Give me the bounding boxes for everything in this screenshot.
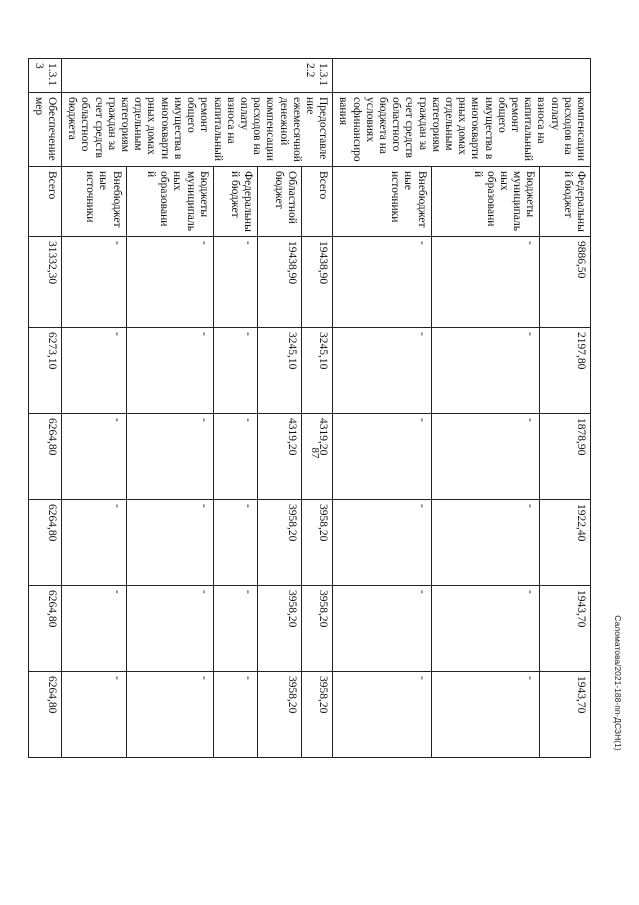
year1-cell: 3245,10 xyxy=(302,328,333,414)
year5-cell: - xyxy=(62,672,127,758)
year1-cell: - xyxy=(126,328,213,414)
rotated-table-frame xyxy=(32,58,591,843)
year3-cell: - xyxy=(62,500,127,586)
year3-cell: 1922,40 xyxy=(540,500,591,586)
budget-table-container xyxy=(32,58,591,843)
total-cell: 9886,50 xyxy=(540,237,591,328)
table-row xyxy=(540,59,591,844)
measure-name-cell: Предоставление ежемесячной денежной компенсации расходов на оплату взноса на капитальный ремонт общего имущества в многоквартирных домах отдельным категориям граждан за счет средств областного бюджета xyxy=(62,93,333,167)
year5-cell: 3958,20 xyxy=(257,672,301,758)
funding-source-cell: Внебюджетные источники xyxy=(62,167,127,237)
year3-cell: - xyxy=(333,500,431,586)
table-row xyxy=(126,59,213,844)
total-cell: - xyxy=(213,237,257,328)
year2-cell: 4319,20 xyxy=(302,414,333,500)
measure-name-cell: компенсации расходов на оплату взноса на капитальный ремонт общего имущества в многоквартирных домах отдельным категориям граждан за счет средств областного бюджета на условиях софинансирования xyxy=(333,93,591,167)
total-cell: - xyxy=(126,237,213,328)
year1-cell: 3245,10 xyxy=(257,328,301,414)
year4-cell: 6264,80 xyxy=(28,586,61,672)
budget-table xyxy=(28,58,591,844)
funding-source-cell: Федеральный бюджет xyxy=(540,167,591,237)
year2-cell: 6264,80 xyxy=(28,414,61,500)
year3-cell: - xyxy=(126,500,213,586)
year1-cell: 2197,80 xyxy=(540,328,591,414)
funding-source-cell: Федеральный бюджет xyxy=(213,167,257,237)
document-code: Саломатова/2021-188-пп-ДСЗН(1) xyxy=(613,615,623,751)
funding-source-cell: Внебюджетные источники xyxy=(333,167,431,237)
year5-cell: - xyxy=(126,672,213,758)
table-row xyxy=(213,59,257,844)
year5-cell: 1943,70 xyxy=(540,672,591,758)
year4-cell: 3958,20 xyxy=(302,586,333,672)
year5-cell: 3958,20 xyxy=(302,672,333,758)
total-cell: 19438,90 xyxy=(302,237,333,328)
year4-cell: - xyxy=(126,586,213,672)
year2-cell: - xyxy=(431,414,540,500)
funding-source-cell: Всего xyxy=(302,167,333,237)
year3-cell: 3958,20 xyxy=(257,500,301,586)
year4-cell: - xyxy=(213,586,257,672)
funding-source-cell: Областной бюджет xyxy=(257,167,301,237)
year4-cell: 1943,70 xyxy=(540,586,591,672)
table-row xyxy=(431,59,540,844)
funding-source-cell: Бюджеты муниципальных образований xyxy=(431,167,540,237)
year4-cell: - xyxy=(431,586,540,672)
year5-cell: - xyxy=(431,672,540,758)
year3-cell: 3958,20 xyxy=(302,500,333,586)
year1-cell: 6273,10 xyxy=(28,328,61,414)
total-cell: - xyxy=(62,237,127,328)
year1-cell: - xyxy=(431,328,540,414)
funding-source-cell: Всего xyxy=(28,167,61,237)
year3-cell: - xyxy=(213,500,257,586)
funding-source-cell: Бюджеты муниципальных образований xyxy=(126,167,213,237)
table-row xyxy=(302,59,333,844)
year4-cell: - xyxy=(333,586,431,672)
total-cell: 19438,90 xyxy=(257,237,301,328)
year5-cell: 6264,80 xyxy=(28,672,61,758)
year2-cell: - xyxy=(213,414,257,500)
year5-cell: - xyxy=(333,672,431,758)
table-row xyxy=(62,59,127,844)
page-number: 87 xyxy=(309,447,321,459)
table-row xyxy=(333,59,431,844)
row-code-cell xyxy=(333,59,591,93)
year1-cell: - xyxy=(213,328,257,414)
total-cell: - xyxy=(333,237,431,328)
table-row xyxy=(28,59,61,844)
table-body xyxy=(28,59,590,844)
year3-cell: - xyxy=(431,500,540,586)
year2-cell: - xyxy=(62,414,127,500)
year4-cell: 3958,20 xyxy=(257,586,301,672)
year2-cell: - xyxy=(333,414,431,500)
year5-cell: - xyxy=(213,672,257,758)
total-cell: - xyxy=(431,237,540,328)
year2-cell: - xyxy=(126,414,213,500)
year4-cell: - xyxy=(62,586,127,672)
measure-name-cell: Обеспечение мер xyxy=(28,93,61,167)
year3-cell: 6264,80 xyxy=(28,500,61,586)
total-cell: 31332,30 xyxy=(28,237,61,328)
year1-cell: - xyxy=(333,328,431,414)
year2-cell: 1878,90 xyxy=(540,414,591,500)
row-code-cell: 1.3.13 xyxy=(28,59,61,93)
year2-cell: 4319,20 xyxy=(257,414,301,500)
year1-cell: - xyxy=(62,328,127,414)
table-row xyxy=(257,59,301,844)
row-code-cell: 1.3.12.2 xyxy=(62,59,333,93)
